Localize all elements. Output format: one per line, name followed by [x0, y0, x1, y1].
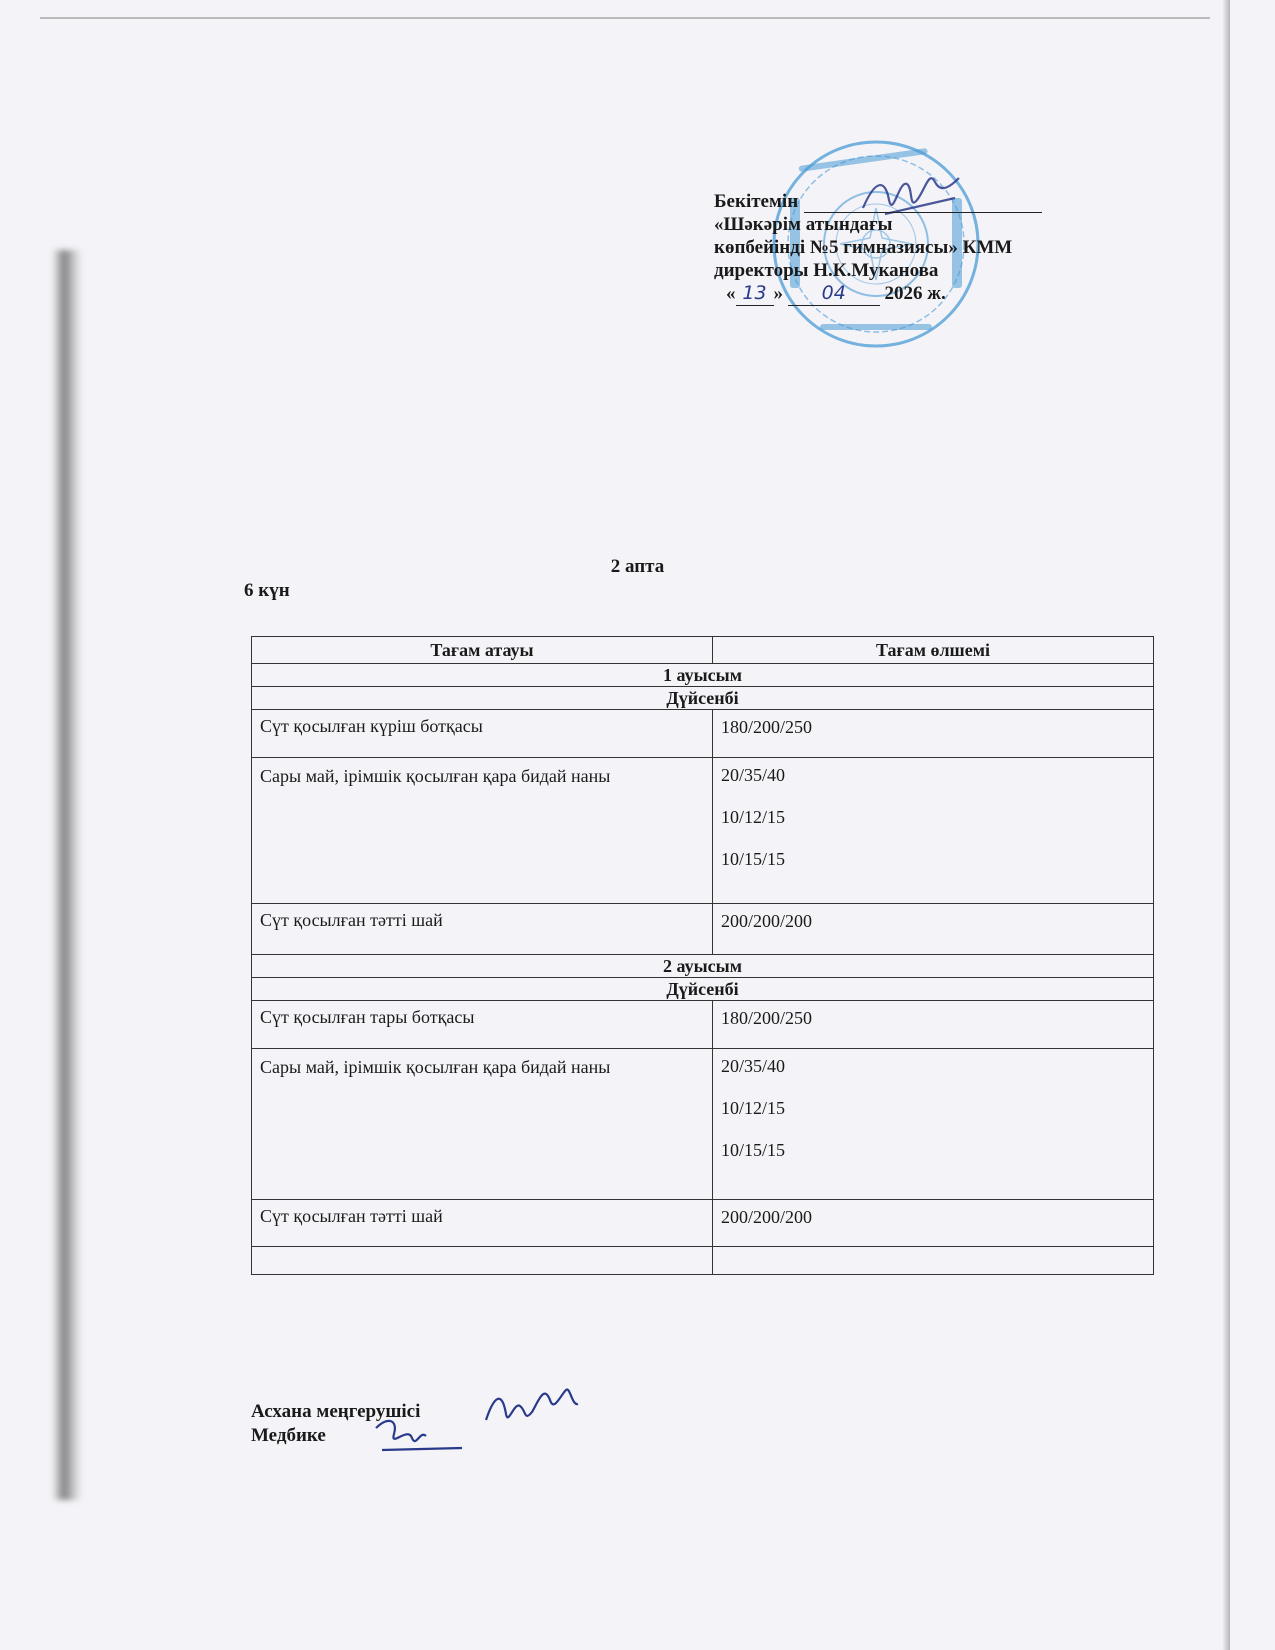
date-quote-open: «: [726, 283, 736, 304]
dish-portion: [713, 1200, 1154, 1247]
portion-value: 180/200/250: [721, 1008, 813, 1028]
dish-name: Сүт қосылған тәтті шай: [252, 1200, 713, 1247]
menu-table: [251, 636, 1154, 1275]
date-day: 13: [736, 282, 774, 306]
nurse-label: Медбике: [251, 1425, 326, 1446]
dish-portion: [713, 1001, 1154, 1049]
approval-heading: Бекітемін: [714, 191, 799, 212]
signature-line: [804, 194, 1042, 213]
date-month: 04: [788, 282, 880, 306]
shift2-row: [252, 955, 1154, 978]
table-row: [252, 904, 1154, 955]
approval-institution-cont: көпбейінді №5 гимназиясы» КММ: [714, 237, 1013, 258]
empty-cell: [713, 1247, 1154, 1275]
portion-value: 10/15/15: [721, 849, 786, 869]
dish-portion: [713, 1049, 1154, 1200]
shift2-day: Дүйсенбі: [252, 978, 1154, 1001]
dish-name: Сүт қосылған тәтті шай: [252, 904, 713, 955]
dish-name: Сары май, ірімшік қосылған қара бидай наны: [252, 758, 713, 904]
shift1-day: Дүйсенбі: [252, 687, 1154, 710]
approval-director: директоры Н.К.Муканова: [714, 260, 939, 281]
portion-value: 200/200/200: [721, 1207, 813, 1227]
portion-value: 10/12/15: [721, 807, 786, 827]
dish-portion: [713, 758, 1154, 904]
table-row: [252, 710, 1154, 758]
portion-value: 10/12/15: [721, 1098, 786, 1118]
empty-table-row: [252, 1247, 1154, 1275]
table-row: [252, 1049, 1154, 1200]
table-row: [252, 1200, 1154, 1247]
empty-cell: [252, 1247, 713, 1275]
portion-value: 20/35/40: [721, 1056, 786, 1076]
date-quote-close: »: [773, 283, 783, 304]
scan-edge-top: [40, 17, 1210, 19]
shift1-label: 1 ауысым: [252, 664, 1154, 687]
portion-value: 10/15/15: [721, 1140, 786, 1160]
approval-block: [714, 190, 1042, 306]
scan-shadow-left: [52, 250, 82, 1500]
canteen-head-label: Асхана меңгерушісі: [251, 1401, 421, 1422]
table-row: [252, 1001, 1154, 1049]
portion-value: 180/200/250: [721, 717, 813, 737]
shift1-row: [252, 664, 1154, 687]
portion-value: 200/200/200: [721, 911, 813, 931]
dish-name: Сары май, ірімшік қосылған қара бидай наны: [252, 1049, 713, 1200]
nurse-signature-icon: [368, 1408, 468, 1460]
portion-value: 20/35/40: [721, 765, 786, 785]
table-header-row: [252, 637, 1154, 664]
day-label: 6 күн: [244, 580, 290, 601]
date-year: 2026 ж.: [884, 283, 946, 304]
scan-shadow-right: [1222, 0, 1230, 1650]
shift2-day-row: [252, 978, 1154, 1001]
dish-portion: [713, 904, 1154, 955]
canteen-head-signature-icon: [480, 1376, 585, 1432]
week-title: 2 апта: [610, 556, 665, 577]
approval-institution: «Шәкәрім атындағы: [714, 214, 893, 235]
table-row: [252, 758, 1154, 904]
column-header-dish: Тағам атауы: [252, 637, 713, 664]
dish-portion: [713, 710, 1154, 758]
column-header-portion: Тағам өлшемі: [713, 637, 1154, 664]
shift1-day-row: [252, 687, 1154, 710]
approval-date: [714, 282, 1042, 306]
dish-name: Сүт қосылған күріш ботқасы: [252, 710, 713, 758]
dish-name: Сүт қосылған тары ботқасы: [252, 1001, 713, 1049]
shift2-label: 2 ауысым: [252, 955, 1154, 978]
